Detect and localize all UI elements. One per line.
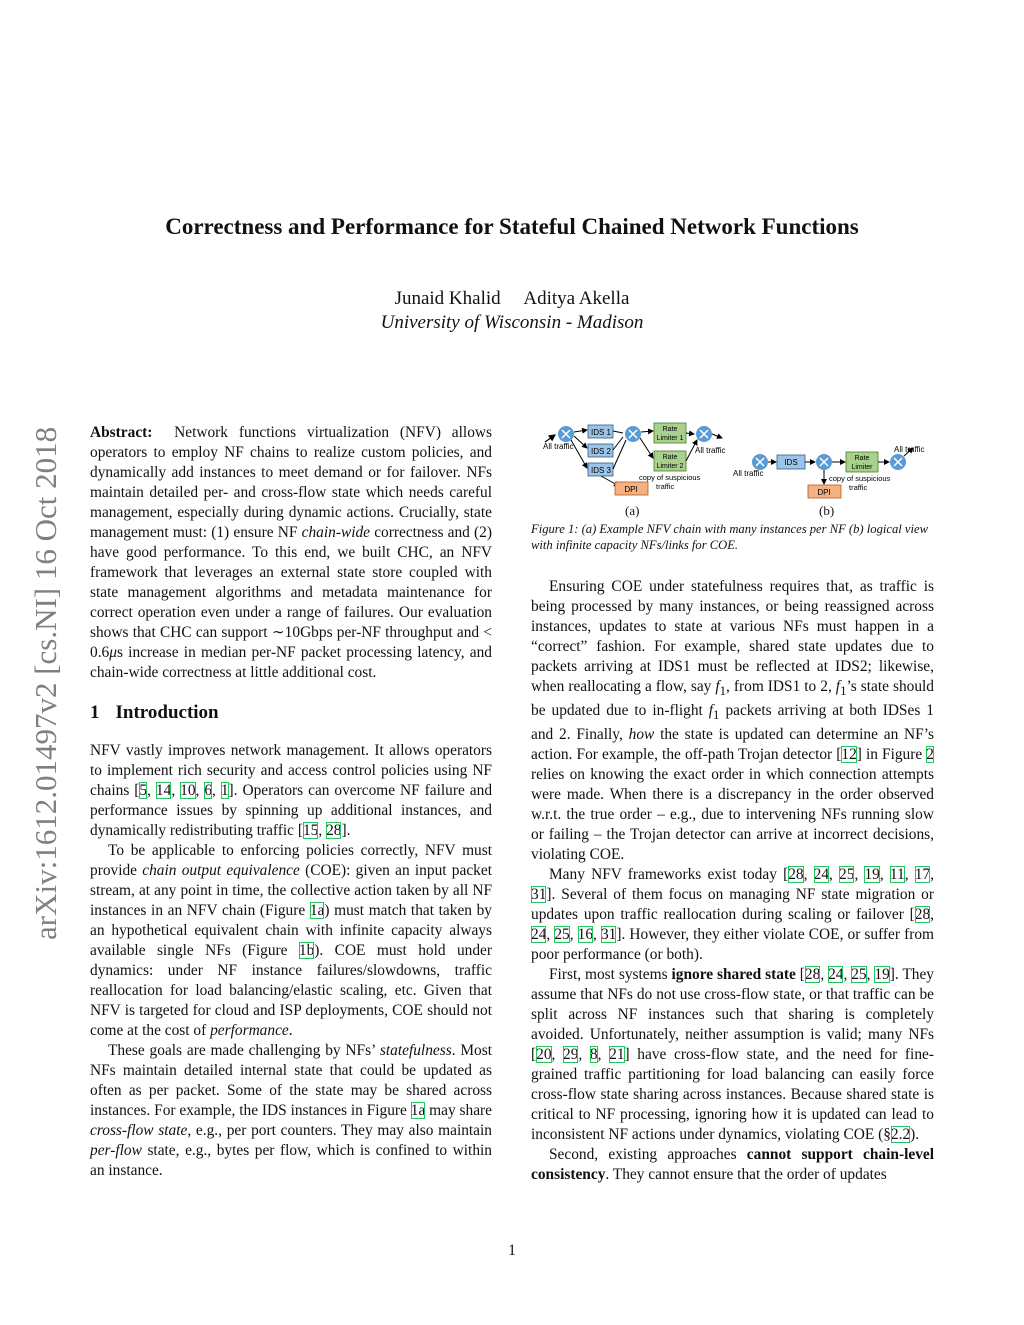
abstract-label: Abstract:	[90, 424, 153, 441]
b-copy-line2: traffic	[849, 483, 868, 492]
dpi-label: DPI	[817, 488, 831, 497]
rl1-line1: Rate	[662, 426, 678, 433]
nfv-chain-diagram	[531, 420, 934, 520]
section-number: 1	[90, 702, 100, 723]
intro-paragraph-2: To be applicable to enforcing policies correctly, NFV must provide chain output equivalence (COE): given an input packet stream, at any point in time, the collective action taken by all NF instances in an NFV chain (Figure 1a) must match that taken by an hypothetical equivalent chain with infinite capacity always available single NFs (Figure 1b). COE must hold under dynamics: under NF instance failures/slowdowns, traffic reallocation for load balancing/elastic scaling, etc. Given that NFV is targeted for cloud and ISP deployments, COE should not come at the cost of performance.	[90, 842, 493, 1039]
a-copy-line1: copy of suspicious	[639, 473, 701, 482]
subfigure-b-label: (b)	[819, 503, 835, 518]
right-paragraph-3: First, most systems ignore shared state [28, 24, 25, 19]. They assume that NFs do not use cross-flow state, or that traffic can be split across NF instances such that sharing is completely avoided. Unfortunately, neither assumption is valid; many NFs [20, 29, 8, 21] have cross-flow state, and the need for fine-grained traffic partitioning for load balancing can easily force cross-flow state sharing across instances. Because shared state is critical to NF processing, ignoring how it is updated can lead to inconsistent NF actions under dynamics, violating COE (§2.2).	[531, 966, 935, 1144]
a-copy-line2: traffic	[656, 482, 675, 491]
b-copy-line1: copy of suspicious	[829, 474, 891, 483]
rl-line2: Limiter	[851, 464, 873, 471]
ids2-label: IDS 2	[591, 447, 612, 456]
intro-paragraph-1: NFV vastly improves network management. It allows operators to implement rich security and access control policies using NF chains [5, 14, 10, 6, 1]. Operators can overcome NF failure and performance issues by spinning up additional instances, and dynamically redistributing traffic [15, 28].	[90, 742, 493, 839]
authors: Junaid Khalid Aditya Akella	[394, 288, 630, 309]
right-paragraph-2: Many NFV frameworks exist today [28, 24, 25, 19, 11, 17, 31]. Several of them focus on managing NF state migration or updates upon traffic reallocation during scaling or failover [28, 24, 25, 16, 31]. However, they either violate COE, or suffer from poor performance (or both).	[531, 866, 935, 964]
rl-line1: Rate	[854, 455, 870, 462]
rl1-line2: Limiter 1	[656, 435, 684, 442]
figure-caption: Figure 1: (a) Example NFV chain with many instances per NF (b) logical view with infinite capacity NFs/links for COE.	[531, 522, 928, 552]
ids3-label: IDS 3	[591, 466, 612, 475]
arxiv-sidebar	[28, 426, 63, 970]
rl2-line1: Rate	[662, 454, 678, 461]
arxiv-identifier: arXiv:1612.01497v2 [cs.NI] 16 Oct 2018	[28, 426, 63, 940]
abstract: Abstract: Network functions virtualization (NFV) allows operators to employ NF chains to realize custom policies, and dynamically add instances to meet demand or for failover. NFs maintain detailed per- and cross-flow state which needs careful management, especially during dynamic actions. Crucially, state management must: (1) ensure NF chain-wide correctness and (2) have good performance. To this end, we built CHC, an NFV framework that leverages an external state store coupled with state management algorithms and metadata maintenance for correct operation even under a range of failures. Our evaluation shows that CHC can support ∼10Gbps per-NF throughput and < 0.6μs increase in median per-NF packet processing latency, and chain-wide correctness at little additional cost.	[90, 424, 492, 681]
dpi-label: DPI	[624, 485, 638, 494]
section-title: Introduction	[115, 702, 219, 723]
right-paragraph-4: Second, existing approaches cannot support chain-level consistency. They cannot ensure that the order of updates	[531, 1146, 934, 1184]
ids-label: IDS	[784, 458, 798, 467]
section-heading	[90, 703, 492, 723]
figure-1	[531, 420, 934, 525]
ids1-label: IDS 1	[591, 428, 612, 437]
subfigure-a-label: (a)	[625, 503, 640, 518]
diagram-b	[733, 445, 925, 498]
left-column	[90, 423, 492, 1181]
page-number: 1	[508, 1242, 516, 1259]
right-column	[531, 577, 934, 1185]
right-paragraph-1: Ensuring COE under statefulness requires that, as traffic is being processed by many instances, or being reassigned across instances, updates to state at various NFs must happen in a “correct” fashion. For example, shared state updates due to packets arriving at IDS1 must be reflected at IDS2; likewise, when reallocating a flow, say $f_1$, from IDS1 to 2, $f_1’s$ state should be updated due to in-flight $f_1$ packets arriving at both IDSes 1 and 2. Finally, how the state is updated can determine an NF’s action. For example, the off-path Trojan detector [12] in Figure 2 relies on knowing the exact order in which connection attempts were made. When there is a discrepancy in the order observed w.r.t. the true order – e.g., due to intervening NFs running slow or failing – the Trojan detector can arrive at incorrect decisions, violating COE.	[531, 578, 934, 864]
intro-paragraph-3: These goals are made challenging by NFs’ statefulness. Most NFs maintain detailed internal state that could be updated as often as per packet. Some of the state may be shared across instances. For example, the IDS instances in Figure 1a may share cross-flow state, e.g., per port counters. They may also maintain per-flow state, e.g., bytes per flow, which is confined to within an instance.	[90, 1042, 493, 1179]
a-all-traffic-in: All traffic	[543, 442, 574, 451]
b-all-traffic-in: All traffic	[733, 469, 764, 478]
rl2-line2: Limiter 2	[656, 463, 684, 470]
diagram-a	[543, 423, 726, 495]
b-all-traffic-out: All traffic	[894, 445, 925, 454]
a-all-traffic-out: All traffic	[695, 446, 726, 455]
paper-title: Correctness and Performance for Stateful Chained Network Functions	[165, 214, 859, 239]
affiliation: University of Wisconsin - Madison	[380, 312, 644, 333]
